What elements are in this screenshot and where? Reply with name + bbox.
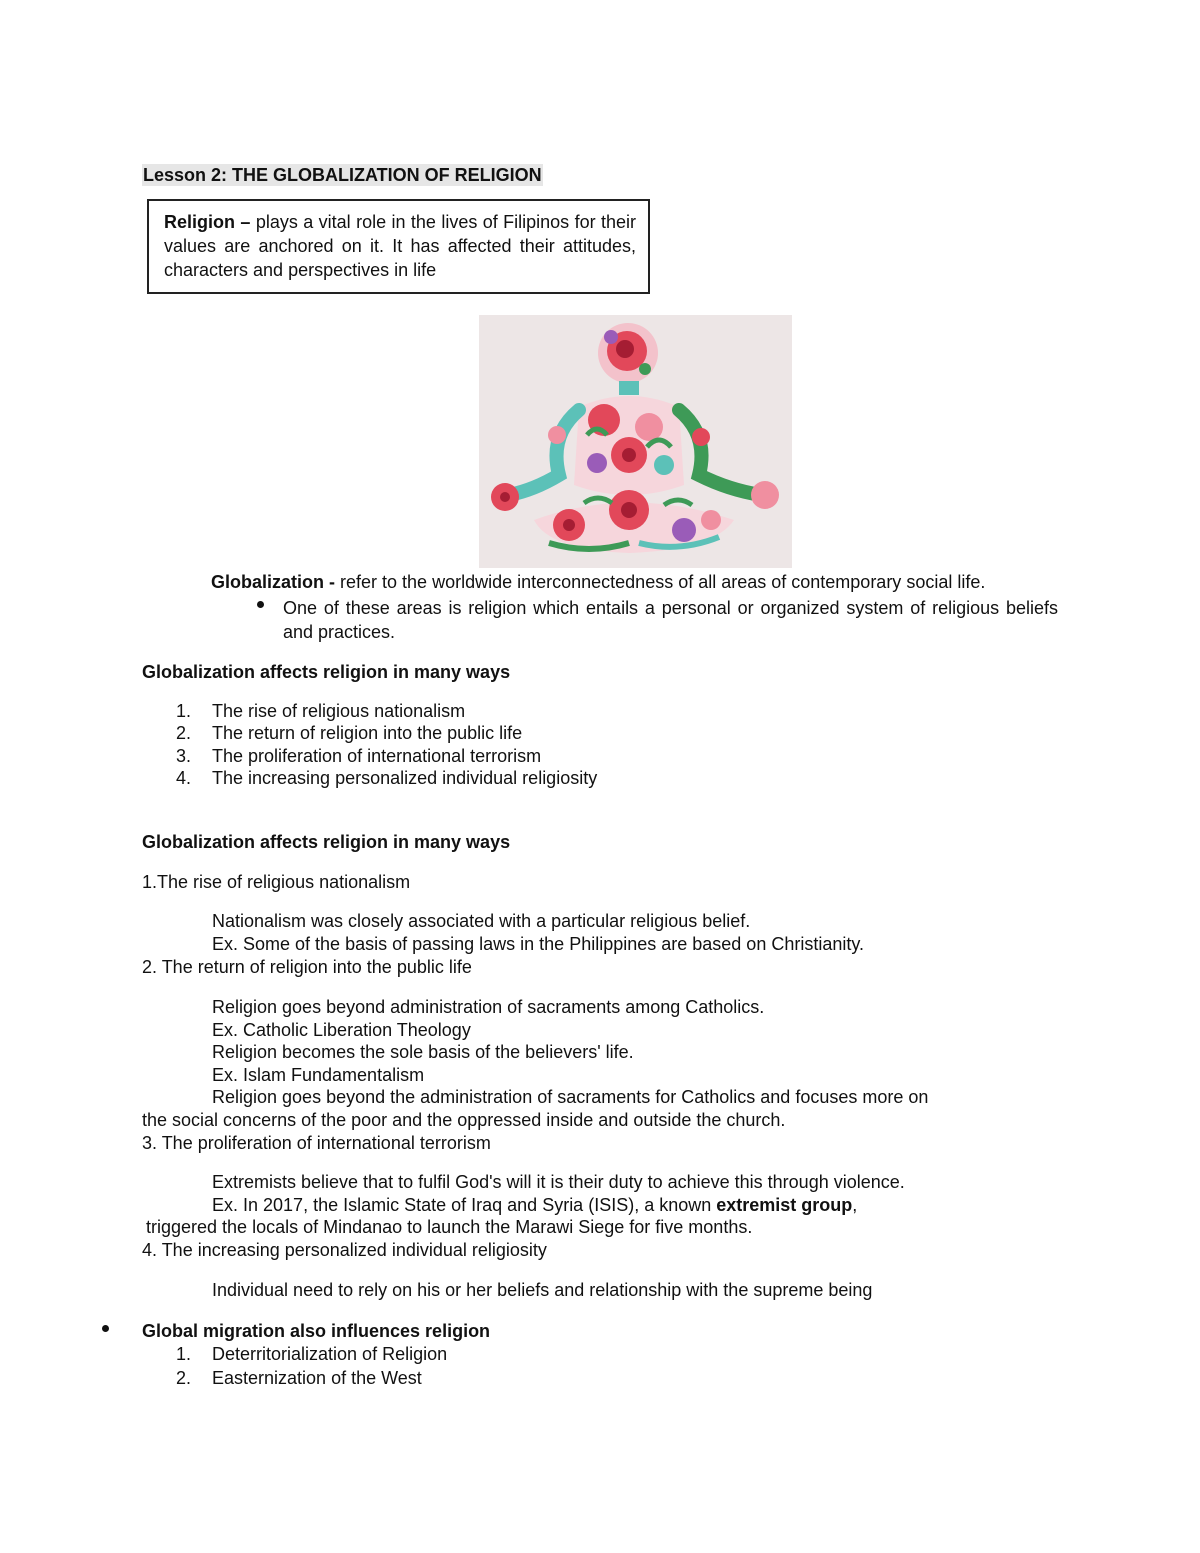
- list-item-number: 2.: [176, 723, 192, 743]
- globalization-definition: [211, 571, 985, 593]
- bullet-icon: [102, 1325, 109, 1332]
- section2-heading: Globalization affects religion in many ways: [142, 832, 511, 852]
- point3-line: Extremists believe that to fulfil God's will it is their duty to achieve this through violence.: [212, 1172, 905, 1192]
- point3-line: [212, 1194, 857, 1216]
- list-item: Deterritorialization of Religion: [212, 1344, 448, 1364]
- point3-example-comma: ,: [852, 1195, 858, 1215]
- point2-title: 2. The return of religion into the public life: [142, 957, 472, 977]
- floral-meditation-figure: [479, 315, 792, 568]
- point2-line: Religion becomes the sole basis of the believers' life.: [212, 1042, 634, 1062]
- migration-heading: Global migration also influences religion: [142, 1321, 491, 1341]
- point4-title: 4. The increasing personalized individual religiosity: [142, 1240, 547, 1260]
- point3-title: 3. The proliferation of international terrorism: [142, 1133, 491, 1153]
- bullet-icon: [257, 601, 264, 608]
- floral-meditation-icon: [479, 315, 792, 568]
- point2-line: the social concerns of the poor and the oppressed inside and outside the church.: [142, 1110, 786, 1130]
- list-item: The return of religion into the public life: [212, 723, 523, 743]
- point2-line: Religion goes beyond administration of sacraments among Catholics.: [212, 997, 765, 1017]
- list-item-number: 4.: [176, 768, 192, 788]
- point1-line: Ex. Some of the basis of passing laws in the Philippines are based on Christianity.: [212, 934, 865, 954]
- point3-line: triggered the locals of Mindanao to launch the Marawi Siege for five months.: [146, 1217, 753, 1237]
- extremist-group-term: extremist group: [716, 1195, 853, 1215]
- religion-definition-box: [147, 199, 650, 294]
- list-item: Easternization of the West: [212, 1368, 422, 1388]
- religion-definition: plays a vital role in the lives of Filipinos for their values are anchored on it. It has affected their attitudes, characters and perspectives in life: [164, 212, 636, 280]
- list-item-number: 1.: [176, 1344, 192, 1364]
- point1-line: Nationalism was closely associated with a particular religious belief.: [212, 911, 751, 931]
- religion-term: Religion –: [164, 212, 251, 232]
- list-item: The increasing personalized individual religiosity: [212, 768, 598, 788]
- point2-line: Ex. Catholic Liberation Theology: [212, 1020, 471, 1040]
- point4-line: Individual need to rely on his or her beliefs and relationship with the supreme being: [212, 1280, 873, 1300]
- list-item-number: 3.: [176, 746, 192, 766]
- globalization-definition-text: refer to the worldwide interconnectedness of all areas of contemporary social life.: [340, 572, 986, 592]
- globalization-bullet: One of these areas is religion which entails a personal or organized system of religious beliefs and practices.: [283, 598, 1058, 642]
- point2-line: Religion goes beyond the administration of sacraments for Catholics and focuses more on: [212, 1087, 929, 1107]
- list-item-number: 2.: [176, 1368, 192, 1388]
- globalization-term: Globalization -: [211, 572, 335, 592]
- list-item: The rise of religious nationalism: [212, 701, 466, 721]
- point1-title: 1.The rise of religious nationalism: [142, 872, 411, 892]
- list-item-number: 1.: [176, 701, 192, 721]
- section1-heading: Globalization affects religion in many ways: [142, 662, 511, 682]
- point3-example-text: Ex. In 2017, the Islamic State of Iraq and Syria (ISIS), a known: [212, 1195, 717, 1215]
- point2-line: Ex. Islam Fundamentalism: [212, 1065, 425, 1085]
- lesson-title: Lesson 2: THE GLOBALIZATION OF RELIGION: [143, 165, 542, 185]
- list-item: The proliferation of international terrorism: [212, 746, 542, 766]
